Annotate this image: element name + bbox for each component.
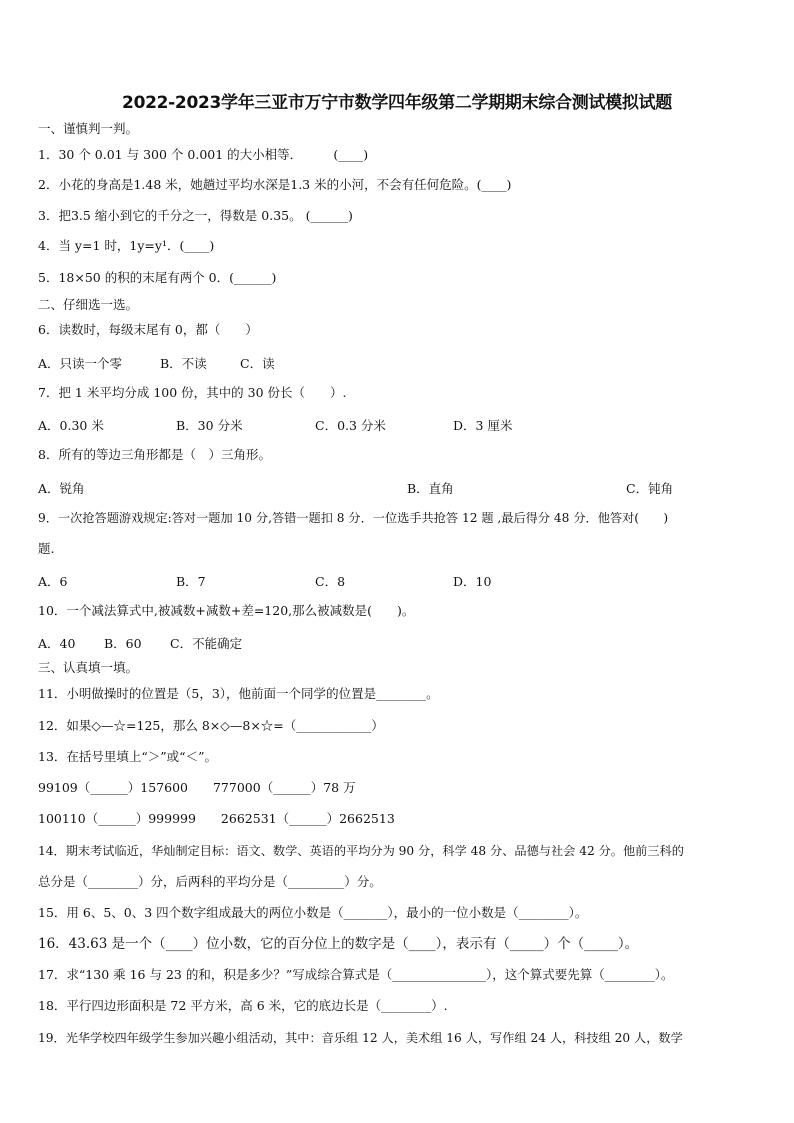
section-heading-choose: 二、仔细选一选。 (38, 297, 139, 312)
question-10-option-a: A．40 (38, 636, 76, 651)
question-13: 13．在括号里填上“＞”或“＜”。 (38, 749, 217, 764)
section-heading-fill: 三、认真填一填。 (38, 660, 139, 675)
section-heading-judge: 一、谨慎判一判。 (38, 121, 139, 136)
page-title: 2022-2023学年三亚市万宁市数学四年级第二学期期末综合测试模拟试题 (122, 93, 672, 113)
question-4: 4．当 y=1 时，1y=y¹．(____) (38, 238, 215, 253)
question-9-line-2: 题. (38, 541, 55, 556)
question-7: 7．把 1 米平均分成 100 份，其中的 30 份长（ ）. (38, 385, 347, 400)
question-17: 17．求“130 乘 16 与 23 的和，积是多少？”写成综合算式是（_______________），这个算式要先算（________）。 (38, 967, 674, 982)
question-2: 2．小花的身高是1.48 米，她趟过平均水深是1.3 米的小河，不会有任何危险。(____) (38, 177, 512, 192)
question-5: 5．18×50 的积的末尾有两个 0．(______) (38, 270, 277, 285)
question-9-line-1: 9．一次抢答题游戏规定:答对一题加 10 分,答错一题扣 8 分．一位选手共抢答 12 题 ,最后得分 48 分．他答对( ) (38, 511, 669, 525)
question-10-option-c: C．不能确定 (170, 636, 243, 651)
question-1: 1．30 个 0.01 与 300 个 0.001 的大小相等． (____) (38, 147, 369, 162)
question-9-option-a: A．6 (38, 574, 68, 589)
question-14-line-1: 14．期末考试临近，华灿制定目标：语文、数学、英语的平均分为 90 分，科学 48 分、品德与社会 42 分。他前三科的 (38, 844, 684, 858)
question-6-option-b: B．不读 (160, 356, 207, 371)
question-8-option-b: B．直角 (407, 481, 454, 496)
question-12: 12．如果◇—☆=125，那么 8×◇—8×☆=（____________） (38, 718, 384, 733)
question-6: 6．读数时，每级末尾有 0，都（ ） (38, 322, 258, 337)
question-10-option-b: B．60 (104, 636, 142, 651)
question-7-option-b: B．30 分米 (176, 418, 243, 433)
question-14-line-2: 总分是（________）分，后两科的平均分是（_________）分。 (38, 874, 382, 889)
question-15: 15．用 6、5、0、3 四个数字组成最大的两位小数是（_______），最小的一位小数是（________）。 (38, 905, 588, 920)
question-13-row-1: 99109（______）157600 777000（______）78 万 (38, 780, 356, 795)
question-8-option-c: C．钝角 (626, 481, 674, 496)
question-11: 11．小明做操时的位置是（5，3），他前面一个同学的位置是________。 (38, 686, 439, 701)
question-18: 18．平行四边形面积是 72 平方米，高 6 米，它的底边长是（________）. (38, 998, 448, 1013)
question-16: 16．43.63 是一个（____）位小数，它的百分位上的数字是（____），表示有（_____）个（_____）。 (38, 936, 639, 952)
question-3: 3．把3.5 缩小到它的千分之一，得数是 0.35。 (______) (38, 208, 353, 223)
question-9-option-d: D．10 (453, 574, 492, 589)
question-9-option-b: B．7 (176, 574, 206, 589)
question-7-option-d: D．3 厘米 (453, 418, 513, 433)
question-19: 19．光华学校四年级学生参加兴趣小组活动，其中：音乐组 12 人，美术组 16 人，写作组 24 人，科技组 20 人，数学 (38, 1031, 683, 1045)
question-13-row-2: 100110（______）999999 2662531（______）2662513 (38, 811, 395, 826)
question-10: 10．一个减法算式中,被减数+减数+差=120,那么被减数是( )。 (38, 603, 415, 618)
question-8-option-a: A．锐角 (38, 481, 85, 496)
question-7-option-a: A．0.30 米 (38, 418, 104, 433)
question-6-option-c: C．读 (240, 356, 275, 371)
question-7-option-c: C．0.3 分米 (315, 418, 386, 433)
question-9-option-c: C．8 (315, 574, 346, 589)
question-6-option-a: A．只读一个零 (38, 356, 123, 371)
question-8: 8．所有的等边三角形都是（ ）三角形。 (38, 447, 271, 462)
